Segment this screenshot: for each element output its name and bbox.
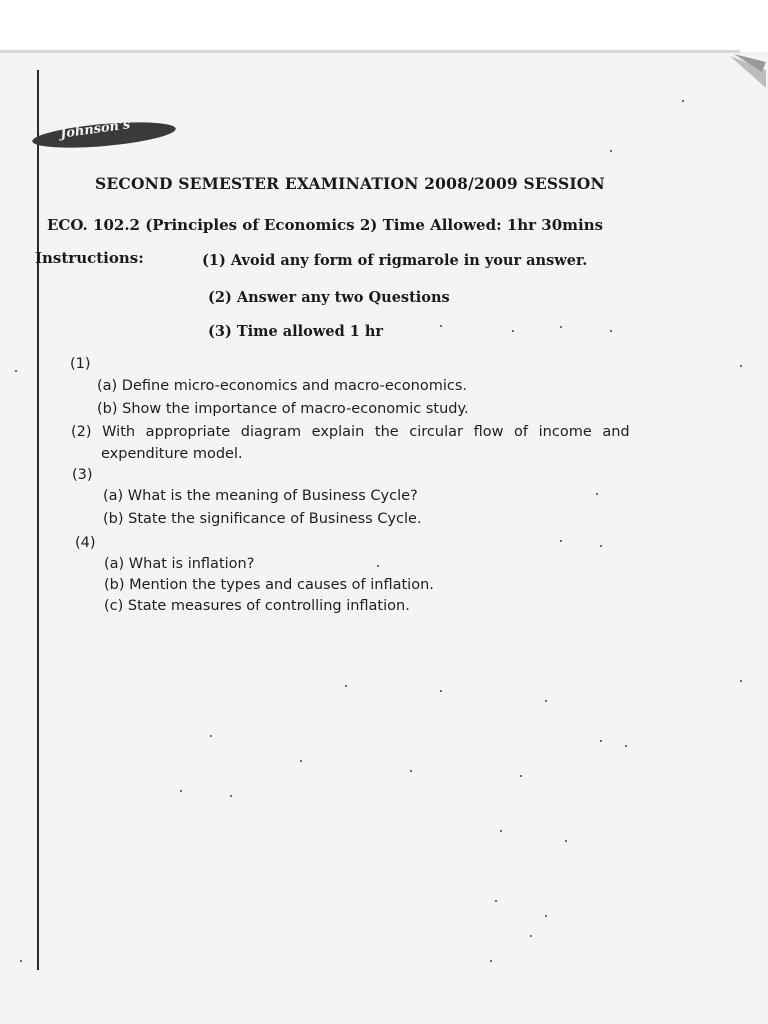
speck — [560, 326, 562, 328]
question-3-number: (3) — [72, 467, 93, 483]
logo-text: Johnson's — [59, 117, 132, 142]
question-2-line1: (2) With appropriate diagram explain the circular flow of income and — [71, 424, 630, 440]
speck — [545, 915, 547, 917]
speck — [490, 960, 492, 962]
speck — [377, 565, 379, 567]
folded-corner-icon — [728, 52, 768, 92]
question-4a: (a) What is inflation? — [104, 556, 255, 572]
question-1a: (a) Define micro-economics and macro-economics. — [97, 378, 468, 394]
speck — [410, 770, 412, 772]
instruction-1: (1) Avoid any form of rigmarole in your answer. — [202, 252, 588, 269]
speck — [495, 900, 497, 902]
question-1-number: (1) — [70, 356, 91, 372]
instructions-label: Instructions: — [35, 249, 144, 267]
speck — [596, 493, 598, 495]
speck — [560, 540, 562, 542]
speck — [500, 830, 502, 832]
speck — [600, 740, 602, 742]
question-2-line2: expenditure model. — [101, 446, 243, 462]
course-line: ECO. 102.2 (Principles of Economics 2) Time Allowed: 1hr 30mins — [47, 216, 604, 234]
speck — [545, 700, 547, 702]
question-1b: (b) Show the importance of macro-economic study. — [97, 401, 469, 417]
instruction-2: (2) Answer any two Questions — [208, 289, 450, 306]
speck — [440, 325, 442, 327]
question-4b: (b) Mention the types and causes of inflation. — [104, 577, 434, 593]
speck — [230, 795, 232, 797]
margin-line — [37, 70, 39, 970]
speck — [20, 960, 22, 962]
question-3a: (a) What is the meaning of Business Cycle? — [103, 488, 418, 504]
speck — [180, 790, 182, 792]
speck — [210, 735, 212, 737]
speck — [600, 545, 602, 547]
speck — [345, 685, 347, 687]
question-4-number: (4) — [75, 535, 96, 551]
speck — [530, 935, 532, 937]
speck — [565, 840, 567, 842]
speck — [610, 150, 612, 152]
speck — [740, 365, 742, 367]
speck — [300, 760, 302, 762]
speck — [740, 680, 742, 682]
speck — [440, 690, 442, 692]
speck — [625, 745, 627, 747]
speck — [512, 330, 514, 332]
question-4c: (c) State measures of controlling inflation. — [104, 598, 410, 614]
question-3b: (b) State the significance of Business Cycle. — [103, 511, 422, 527]
paper-top-edge — [0, 50, 740, 53]
speck — [682, 100, 684, 102]
speck — [15, 370, 17, 372]
exam-title: SECOND SEMESTER EXAMINATION 2008/2009 SESSION — [95, 174, 605, 193]
instruction-3: (3) Time allowed 1 hr — [208, 323, 384, 340]
speck — [520, 775, 522, 777]
exam-paper — [0, 52, 768, 1024]
speck — [610, 330, 612, 332]
